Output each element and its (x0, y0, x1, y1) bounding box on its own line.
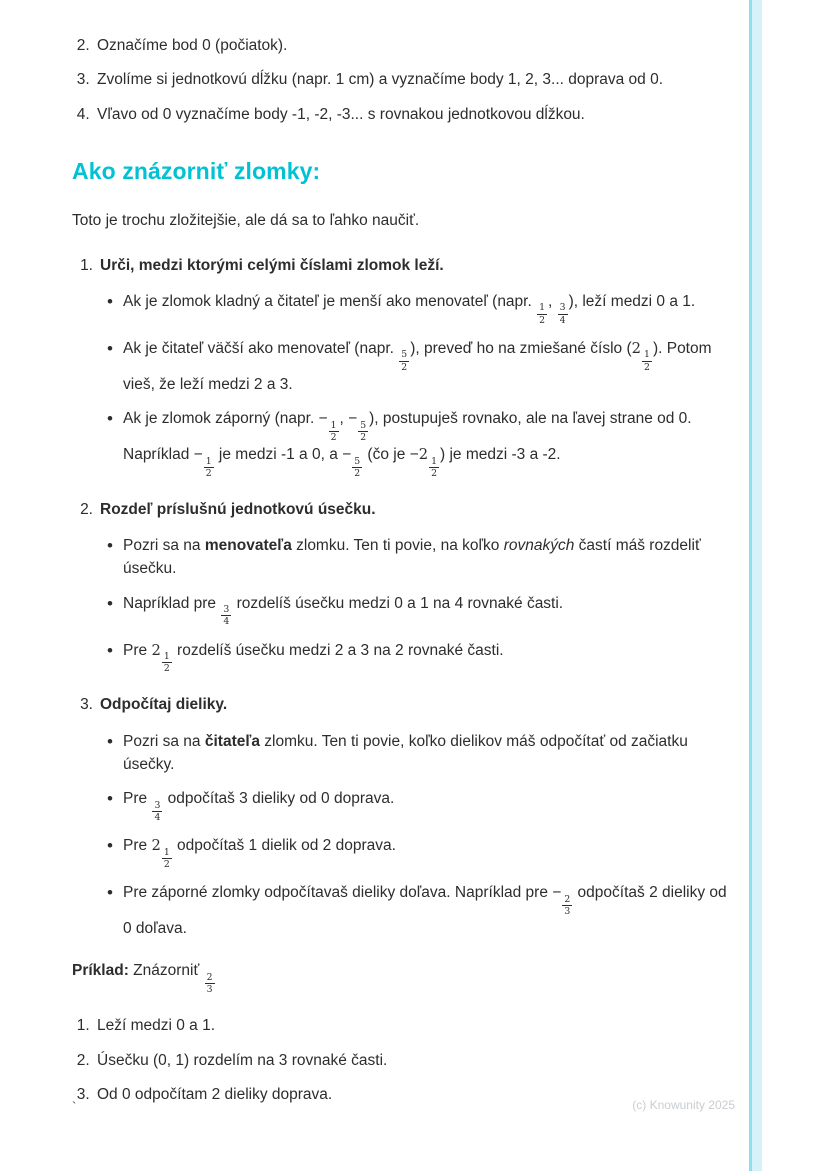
step-2 (72, 498, 733, 675)
step-3-bullets (72, 730, 733, 941)
mixed-number: 2 $\frac{1}{2}$ (631, 339, 650, 373)
fraction: $\frac{2}{3}$ (564, 893, 571, 917)
step-number: 3. (80, 696, 93, 714)
fraction: $\frac{5}{2}$ (354, 455, 361, 479)
fraction: $\frac{1}{2}$ (644, 349, 650, 373)
step-2-head (80, 498, 733, 521)
construction-step-item: 2. Označíme bod 0 (počiatok). (94, 34, 733, 57)
bullet-item: • Pozri sa na čitateľa zlomku. Ten ti povie, koľko dielikov máš odpočítať od začiatku úsečky. (106, 730, 733, 777)
fraction: $\frac{2}{3}$ (206, 971, 213, 996)
example-step-item: 3. Od 0 odpočítam 2 dieliky doprava. (94, 1083, 733, 1106)
section-intro: Toto je trochu zložitejšie, ale dá sa to ľahko naučiť. (72, 212, 420, 230)
step-title: Odpočítaj dieliky. (100, 696, 228, 714)
mixed-number: 2 $\frac{1}{2}$ (418, 445, 437, 479)
bullet-item: • Pre 2 $\frac{1}{2}$ rozdelíš úsečku medzi 2 a 3 na 2 rovnaké časti. (106, 639, 733, 675)
fraction: $\frac{3}{4}$ (559, 302, 566, 326)
step-2-bullets (72, 534, 733, 674)
step-number: 2. (80, 500, 93, 518)
bullet-item: • Ak je zlomok záporný (napr. − $\frac{1}{2}$ , − $\frac{5}{2}$ ), postupuješ rovnako, ale na ľavej strane od 0. Napríklad − $\frac{1}{2}$ je medzi -1 a 0, a − $\frac{5}{2}$ (čo je −2 $\frac{1}{2}$ ) je medzi -3 a -2. (106, 407, 733, 479)
fraction: $\frac{3}{4}$ (223, 604, 230, 628)
fraction: $\frac{1}{2}$ (330, 419, 337, 443)
bullet-item: • Pre záporné zlomky odpočítavaš dieliky doľava. Napríklad pre − $\frac{2}{3}$ odpočítaš 2 dieliky od 0 doľava. (106, 881, 733, 940)
bullet-item: • Pre 2 $\frac{1}{2}$ odpočítaš 1 dielik od 2 doprava. (106, 834, 733, 870)
step-title: Rozdeľ príslušnú jednotkovú úsečku. (100, 500, 376, 518)
step-3-head (80, 693, 733, 716)
step-title: Urči, medzi ktorými celými číslami zlomok leží. (100, 256, 444, 274)
construction-step-item: 3. Zvolíme si jednotkovú dĺžku (napr. 1 cm) a vyznačíme body 1, 2, 3... doprava od 0. (94, 68, 733, 91)
fraction: $\frac{1}{2}$ (431, 455, 437, 479)
footer-copyright: (c) Knowunity 2025 (632, 1098, 735, 1112)
fraction: $\frac{3}{4}$ (154, 799, 161, 824)
step-number: 1. (80, 256, 93, 274)
fraction: $\frac{1}{2}$ (539, 302, 546, 326)
example-steps-list (72, 1014, 733, 1106)
fraction: $\frac{1}{2}$ (163, 651, 170, 675)
mixed-number: 2 $\frac{1}{2}$ (151, 837, 170, 870)
example-step-item: 1. Leží medzi 0 a 1. (94, 1014, 733, 1037)
mixed-number: 2 $\frac{1}{2}$ (151, 641, 170, 675)
bullet-item: • Pre $\frac{3}{4}$ odpočítaš 3 dieliky od 0 doprava. (106, 787, 733, 823)
construction-steps-list (72, 34, 733, 126)
stray-mark: ` (72, 1098, 77, 1114)
step-1-head (80, 254, 733, 277)
decorative-side-band (749, 0, 762, 1171)
bullet-item: • Pozri sa na menovateľa zlomku. Ten ti povie, na koľko rovnakých častí máš rozdeliť úsečku. (106, 534, 733, 581)
fraction: $\frac{1}{2}$ (163, 846, 170, 870)
example-line: Príklad: Znázorniť $\frac{2}{3}$ (72, 962, 213, 996)
step-3 (72, 693, 733, 940)
step-1 (72, 254, 733, 479)
construction-step-item: 4. Vľavo od 0 vyznačíme body -1, -2, -3... s rovnakou jednotkovou dĺžkou. (94, 103, 733, 126)
bullet-item: • Ak je čitateľ väčší ako menovateľ (napr. $\frac{5}{2}$ ), preveď ho na zmiešané číslo (2 $\frac{1}{2}$ ). Potom vieš, že leží medzi 2 a 3. (106, 337, 733, 396)
fraction: $\frac{1}{2}$ (205, 455, 212, 479)
fraction: $\frac{5}{2}$ (401, 349, 408, 373)
section-heading: Ako znázorniť zlomky: (72, 157, 321, 184)
example-step-item: 2. Úsečku (0, 1) rozdelím na 3 rovnaké časti. (94, 1049, 733, 1072)
bullet-item: • Napríklad pre $\frac{3}{4}$ rozdelíš úsečku medzi 0 a 1 na 4 rovnaké časti. (106, 592, 733, 628)
fraction: $\frac{5}{2}$ (360, 419, 367, 443)
bullet-item: • Ak je zlomok kladný a čitateľ je menší ako menovateľ (napr. $\frac{1}{2}$ , $\frac{3}{4}$ ), leží medzi 0 a 1. (106, 290, 733, 326)
step-1-bullets (72, 290, 733, 479)
